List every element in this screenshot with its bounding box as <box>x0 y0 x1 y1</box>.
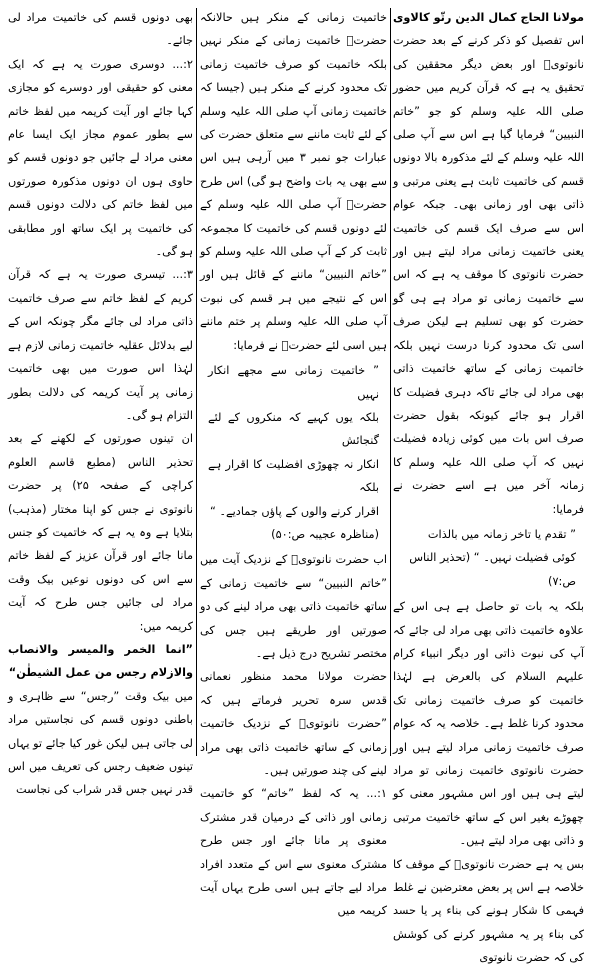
paragraph: حضرت مولانا محمد منظور نعمانی قدس سرہ تحریر فرماتے ہیں کہ ”حضرت نانوتویؒ کے نزدیک خاتمیت زمانی کے ساتھ خاتمیت ذاتی بھی مراد لینے کی چند صورتیں ہیں۔ <box>200 670 387 777</box>
quran-verse: ”انما الخمر والمیسر والانصاب والازلام رجس من عمل الشیطٰن“ <box>8 642 193 680</box>
paragraph: بلکہ یہ بات تو حاصل ہے ہی اس کے علاوہ خاتمیت ذاتی بھی مراد لی جائے کہ آپ کی نبوت ذاتی اور دیگر انبیاء کرام علیہم السلام کی بالعرض ہے لہٰذا خاتمیت کو صرف خاتمیت زمانی تک محدود کرنا غلط ہے۔ خلاصہ یہ کہ عوام صرف خاتمیت زمانی مراد لیتے ہیں اور حضرت نانوتوی خاتمیت زمانی تو مراد لیتے ہی ہیں اور اس مشہور معنی کو چھوڑے بغیر اس کے ساتھ خاتمیت مرتبی و ذاتی بھی مراد لیتے ہیں۔ <box>393 600 584 848</box>
paragraph: ۳:... تیسری صورت یہ ہے کہ قرآن کریم کے لفظ خاتم سے صرف خاتمیت ذاتی مراد لی جائے مگر چونکہ اس کے لیے بدلائل عقلیہ خاتمیت زمانی لازم ہے لہٰذا اس صورت میں بھی خاتمیت زمانی پر آیت کریمہ کی دلالت بطور التزام ہو گی۔ <box>8 268 193 422</box>
column-left <box>8 6 193 797</box>
paragraph: ۱:... یہ کہ لفظ ”خاتم“ کو خاتمیت زمانی اور ذاتی کے درمیان قدر مشترک معنوی پر مانا جائے اور جس طرح مشترک معنوی سے اس کے متعدد افراد مراد لیے جاتے ہیں اسی طرح یہاں آیت کریمہ میں <box>200 787 387 918</box>
paragraph: ان تینوں صورتوں کے لکھنے کے بعد تحذیر الناس (مطبع قاسم العلوم کراچی کے صفحہ ۲۵) پر حضرت نانوتوی نے جس کو اپنا مختار (مذہب) بتلایا ہے وہ یہ ہے کہ خاتمیت کو جنس مانا جائے اور قرآن عزیز کے لفظ خاتم سے اس کی دونوں نوعیں بیک وقت مراد لی جائیں جس طرح کہ آیت کریمہ میں: <box>8 432 193 633</box>
paragraph: ۲:... دوسری صورت یہ ہے کہ ایک معنی کو حقیقی اور دوسرے کو مجازی کہا جائے اور آیت کریمہ میں لفظ خاتم سے بطور عموم مجاز ایک ایسا عام معنی مراد لے جائیں جو دونوں قسم کو حاوی ہوں ان دونوں مذکورہ صورتوں میں لفظ خاتم کی دلالت دونوں قسم کی خاتمیت پر ایک ساتھ اور مطابقی ہو گی۔ <box>8 57 193 259</box>
author-heading: مولانا الحاج کمال الدین رتّو کالاوی <box>393 11 584 24</box>
paragraph: اب حضرت نانوتویؒ کے نزدیک آیت میں ”خاتم النبیین“ سے خاتمیت زمانی کے ساتھ خاتمیت ذاتی بھی مراد لینے کی دو صورتیں اور طریقے ہیں جس کی مختصر تشریح درج ذیل ہے۔ <box>200 553 387 660</box>
column-middle <box>200 6 387 918</box>
paragraph: میں بیک وقت ”رجس“ سے ظاہری و باطنی دونوں قسم کی نجاستیں مراد لی جاتی ہیں لیکن غور کیا جائے تو یہاں تینوں ضعیف رجس کی تعریف میں اس قدر نہیں جس قدر شراب کی نجاست <box>8 689 193 797</box>
column-divider <box>390 8 391 756</box>
paragraph: بھی دونوں قسم کی خاتمیت مراد لی جائے۔ <box>8 11 193 48</box>
column-divider <box>196 8 197 756</box>
paragraph: اس تفصیل کو ذکر کرنے کے بعد حضرت نانوتویؒ اور بعض دیگر محققین کی تحقیق یہ ہے کہ قرآن کریم میں حضور صلی اللہ علیہ وسلم کو جو ”خاتم النبیین“ فرمایا گیا ہے اس سے آپ صلی اللہ علیہ وسلم کے لئے مذکورہ بالا دونوں قسم کی خاتمیت ثابت ہے یعنی مرتبی و ذاتی بھی اور زمانی بھی۔ جبکہ عوام اس سے صرف ایک قسم کی خاتمیت یعنی خاتمیت زمانی مراد لیتے ہیں اور حضرت نانوتوی کا موقف یہ ہے کہ اس سے خاتمیت زمانی تو مراد ہے ہی گو حضرت کو بھی تسلیم ہے لیکن صرف اسی تک محدود کرنا درست نہیں بلکہ خاتمیت زمانی کے ساتھ خاتمیت ذاتی بھی مراد لی جائے تاکہ دہری فضیلت کا اقرار ہو جائے کیونکہ بقول حضرت صرف اس بات میں کوئی زیادہ فضیلت نہیں کہ آپ صلی اللہ علیہ وسلم کا زمانہ آخر میں ہے اسے حضرت نے فرمایا: <box>393 34 584 516</box>
block-quote: ” خاتمیت زمانی سے مجھے انکار نہیں بلکہ یوں کہیے کہ منکروں کے لئے گنجائش انکار نہ چھوڑی افضلیت کا اقرار ہے بلکہ اقرار کرنے والوں کے پاؤں جمادیے۔ “ (مناظرہ عجیبہ ص:۵۰) <box>208 364 379 541</box>
paragraph: خاتمیت زمانی کے منکر ہیں حالانکہ حضرتؒ خاتمیت زمانی کے منکر نہیں بلکہ خاتمیت کو صرف خاتمیت زمانی تک محدود کرنے کے منکر ہیں (جیسا کہ خاتمیت زمانی آپ صلی اللہ علیہ وسلم کے لئے ثابت ماننے سے متعلق حضرت کی عبارات جو نمبر ۳ میں آرہی ہیں اس سے بھی یہ بات واضح ہو گی) اس طرح حضرتؒ آپ صلی اللہ علیہ وسلم کے لئے دونوں قسم کی خاتمیت کا مجموعہ ثابت کر کے آپ صلی اللہ علیہ وسلم کو ”خاتم النبیین“ ماننے کے قائل ہیں اور اس کے نتیجے میں ہر قسم کی نبوت آپ صلی اللہ علیہ وسلم پر ختم ماننے ہیں اسی لئے حضرتؒ نے فرمایا: <box>200 11 387 352</box>
block-quote: ” تقدم یا تاخر زمانہ میں بالذات کوئی فضیلت نہیں۔ “ (تحذیر الناس ص:۷) <box>409 527 576 588</box>
paragraph: بس یہ ہے حضرت نانوتویؒ کے موقف کا خلاصہ ہے اس پر بعض معترضین نے غلط فہمی کا شکار ہونے کی بناء پر یا حسد کی بناء پر یہ مشہور کرنے کی کوشش کی کہ حضرت نانوتوی <box>393 857 584 965</box>
column-right <box>393 6 584 965</box>
